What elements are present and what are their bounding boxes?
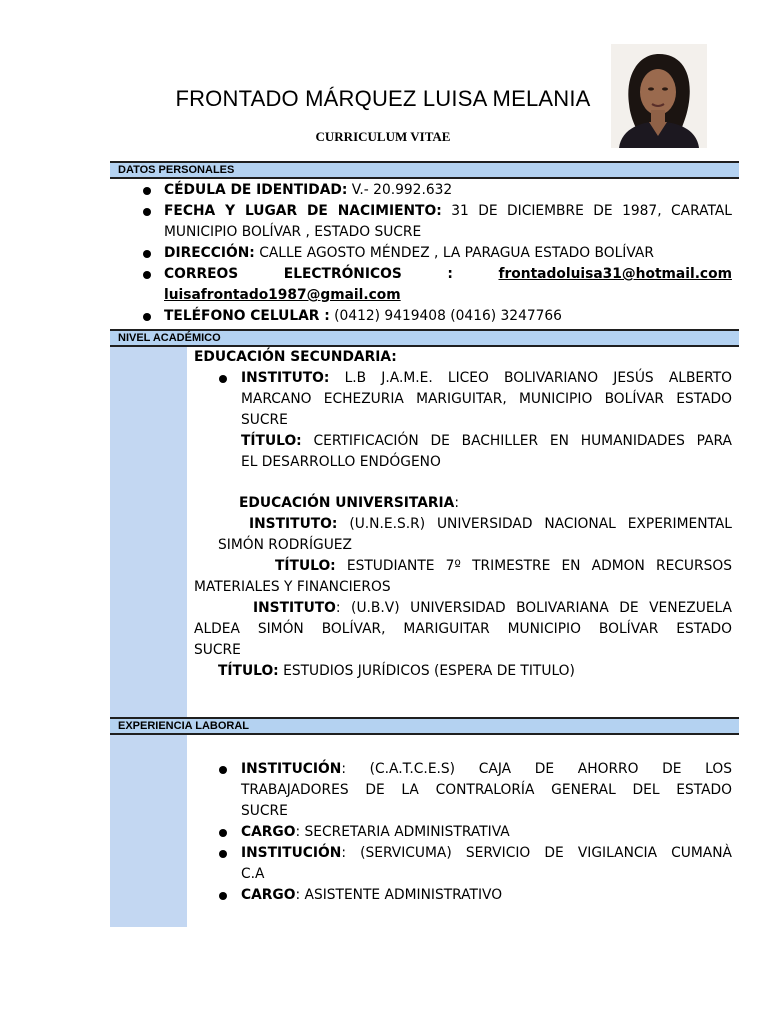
section-header-work: EXPERIENCIA LABORAL bbox=[110, 717, 739, 735]
section-header-personal: DATOS PERSONALES bbox=[110, 161, 739, 179]
academic-side-column bbox=[110, 347, 187, 717]
inst1-value-2: TRABAJADORES DE LA CONTRALORÍA GENERAL DEL ESTADO bbox=[241, 782, 732, 798]
sec-title-label: TÍTULO: bbox=[241, 433, 302, 449]
inst2-value-2: C.A bbox=[241, 866, 265, 882]
birth-value-1: 31 DE DICIEMBRE DE 1987, CARATAL bbox=[451, 203, 732, 219]
cargo2-value: : ASISTENTE ADMINISTRATIVO bbox=[295, 887, 503, 903]
id-label: CÉDULA DE IDENTIDAD: bbox=[164, 182, 348, 198]
email-link-hotmail[interactable]: frontadoluisa31@hotmail.com bbox=[498, 266, 732, 282]
u2-inst-value-2: ALDEA SIMÓN BOLÍVAR, MARIGUITAR MUNICIPIO BOLÍVAR ESTADO bbox=[194, 621, 732, 637]
work-side-column bbox=[110, 735, 187, 927]
id-line bbox=[164, 180, 734, 201]
university-education-heading bbox=[239, 493, 459, 514]
cargo2-label: CARGO bbox=[241, 887, 296, 903]
bullet-icon bbox=[143, 313, 151, 321]
univ-colon: : bbox=[454, 495, 460, 511]
secondary-education-heading: EDUCACIÓN SECUNDARIA: bbox=[194, 349, 397, 365]
phone-line bbox=[164, 306, 734, 327]
phone-label: TELÉFONO CELULAR : bbox=[164, 308, 330, 324]
bullet-icon bbox=[143, 250, 151, 258]
birth-value-2: MUNICIPIO BOLÍVAR , ESTADO SUCRE bbox=[164, 224, 422, 240]
u2-title-line bbox=[218, 661, 575, 682]
bullet-icon bbox=[219, 375, 227, 383]
id-value: V.- 20.992.632 bbox=[351, 182, 453, 198]
inst2-line-1 bbox=[241, 843, 732, 864]
email-colon: : bbox=[447, 266, 453, 282]
u2-inst-value-3: SUCRE bbox=[194, 642, 241, 658]
document-subtitle: CURRICULUM VITAE bbox=[315, 129, 451, 144]
u2-inst-line-1 bbox=[253, 598, 732, 619]
univ-heading: EDUCACIÓN UNIVERSITARIA bbox=[239, 495, 455, 511]
sec-inst-value-2: MARCANO ECHEZURIA MARIGUITAR, MUNICIPIO BOLÍVAR ESTADO bbox=[241, 391, 732, 407]
inst2-label: INSTITUCIÓN bbox=[241, 845, 342, 861]
address-line bbox=[164, 243, 734, 264]
u1-title-value-2: MATERIALES Y FINANCIEROS bbox=[194, 579, 391, 595]
u1-inst-label: INSTITUTO: bbox=[249, 516, 338, 532]
bullet-icon bbox=[143, 187, 151, 195]
bullet-icon bbox=[143, 271, 151, 279]
u1-inst-line-1 bbox=[249, 514, 732, 535]
birth-line-1 bbox=[164, 201, 732, 222]
email-line-2 bbox=[164, 285, 732, 306]
sec-inst-label: INSTITUTO: bbox=[241, 370, 330, 386]
bullet-icon bbox=[219, 850, 227, 858]
u2-title-label: TÍTULO: bbox=[218, 663, 279, 679]
sec-title-value-1: CERTIFICACIÓN DE BACHILLER EN HUMANIDADES PARA bbox=[313, 433, 732, 449]
inst1-label: INSTITUCIÓN bbox=[241, 761, 342, 777]
sec-inst-value-1: L.B J.A.M.E. LICEO BOLIVARIANO JESÚS ALBERTO bbox=[344, 370, 733, 386]
sec-title-line-1 bbox=[241, 431, 732, 452]
profile-photo bbox=[611, 44, 707, 148]
u1-title-line-1 bbox=[275, 556, 732, 577]
u2-inst-label: INSTITUTO bbox=[253, 600, 336, 616]
u1-title-value-1: ESTUDIANTE 7º TRIMESTRE EN ADMON RECURSOS bbox=[346, 558, 732, 574]
cargo1-label: CARGO bbox=[241, 824, 296, 840]
address-value: CALLE AGOSTO MÉNDEZ , LA PARAGUA ESTADO BOLÍVAR bbox=[259, 245, 654, 261]
email-label-1: CORREOS bbox=[164, 266, 239, 282]
birth-label: FECHA Y LUGAR DE NACIMIENTO: bbox=[164, 203, 442, 219]
sec-inst-value-3: SUCRE bbox=[241, 412, 288, 428]
address-label: DIRECCIÓN: bbox=[164, 245, 255, 261]
inst1-value-3: SUCRE bbox=[241, 803, 288, 819]
u1-inst-value-2: SIMÓN RODRÍGUEZ bbox=[218, 537, 352, 553]
phone-value: (0412) 9419408 (0416) 3247766 bbox=[334, 308, 562, 324]
candidate-name: FRONTADO MÁRQUEZ LUISA MELANIA bbox=[175, 86, 591, 111]
section-header-academic: NIVEL ACADÉMICO bbox=[110, 329, 739, 347]
bullet-icon bbox=[219, 829, 227, 837]
cargo1-line bbox=[241, 822, 510, 843]
u1-inst-value-1: (U.N.E.S.R) UNIVERSIDAD NACIONAL EXPERIMENTAL bbox=[349, 516, 732, 532]
bullet-icon bbox=[143, 208, 151, 216]
inst2-value-1: : (SERVICUMA) SERVICIO DE VIGILANCIA CUMANÀ bbox=[341, 845, 732, 861]
bullet-icon bbox=[219, 892, 227, 900]
u2-inst-value-1: : (U.B.V) UNIVERSIDAD BOLIVARIANA DE VENEZUELA bbox=[335, 600, 732, 616]
u1-title-label: TÍTULO: bbox=[275, 558, 336, 574]
email-label-2: ELECTRÓNICOS bbox=[283, 266, 402, 282]
inst1-line-1 bbox=[241, 759, 732, 780]
inst1-value-1: : (C.A.T.C.E.S) CAJA DE AHORRO DE LOS bbox=[341, 761, 732, 777]
cargo1-value: : SECRETARIA ADMINISTRATIVA bbox=[295, 824, 510, 840]
email-link-gmail[interactable]: luisafrontado1987@gmail.com bbox=[164, 287, 401, 303]
cargo2-line bbox=[241, 885, 502, 906]
bullet-icon bbox=[219, 766, 227, 774]
email-line bbox=[164, 264, 732, 285]
sec-title-value-2: EL DESARROLLO ENDÓGENO bbox=[241, 454, 441, 470]
u2-title-value: ESTUDIOS JURÍDICOS (ESPERA DE TITULO) bbox=[283, 663, 575, 679]
sec-inst-line-1 bbox=[241, 368, 732, 389]
